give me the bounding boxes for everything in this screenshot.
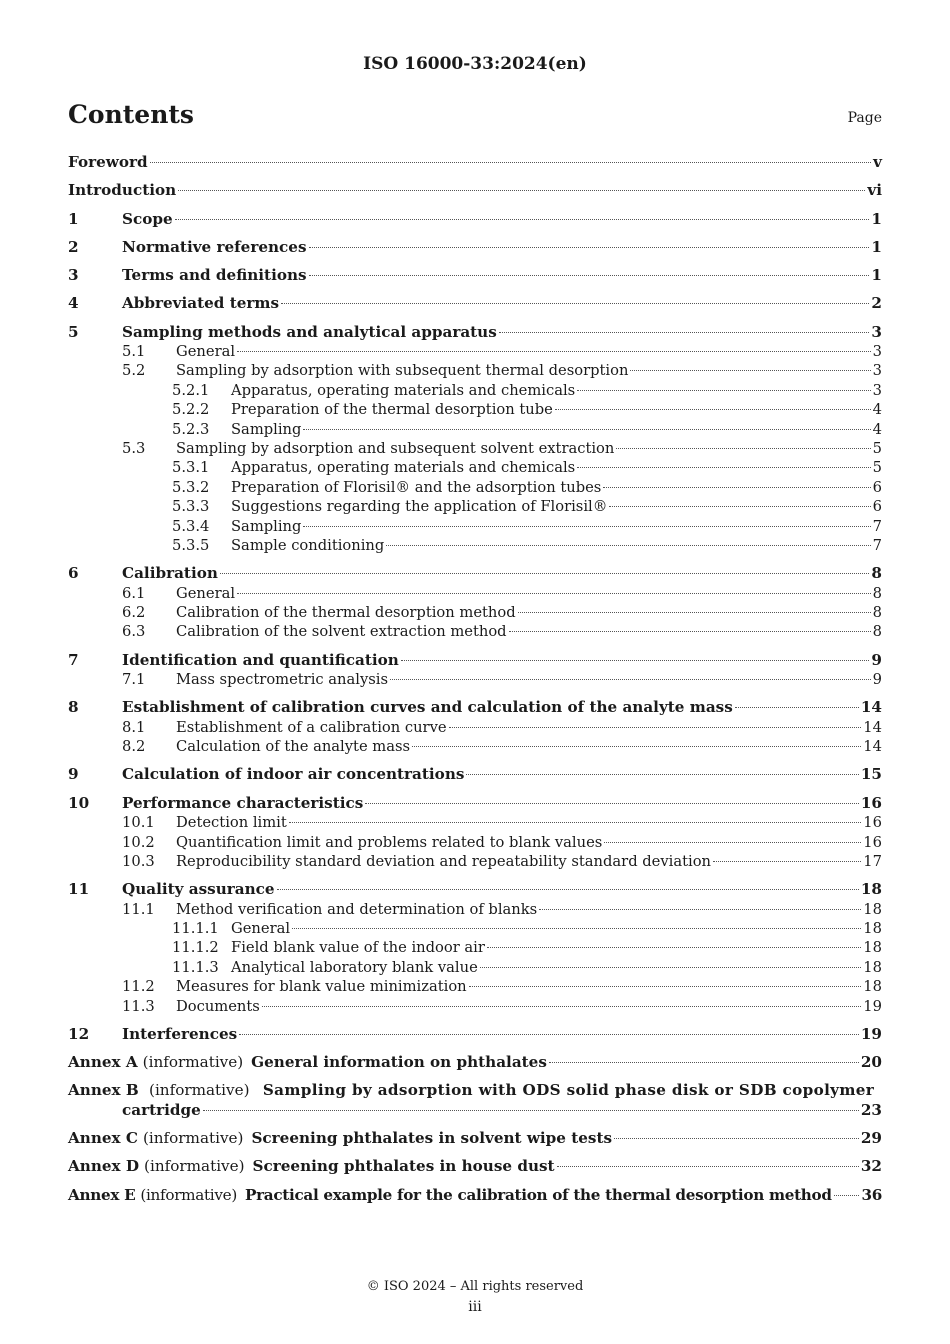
toc-entry-title: General [176,584,236,602]
toc-entry-page: 3 [871,322,882,341]
toc-entry-number: 10.3 [122,852,155,870]
toc-entry-number: 8 [68,698,79,717]
toc-entry-number: 8.1 [122,718,146,736]
dot-leader [539,909,861,910]
toc-entry-page: 8 [872,623,882,641]
toc-entry-page: 1 [871,209,882,228]
toc-entry-number: 9 [68,765,79,784]
dot-leader [277,889,859,890]
toc-entry-number: 5.3.5 [172,536,210,554]
toc-entry-section-10-2[interactable] [68,833,882,852]
annex-type: (informative) [144,1157,245,1176]
dot-leader [178,190,865,191]
toc-entry-title: Identification and quantification [122,650,399,669]
toc-entry-section-3[interactable] [68,266,882,285]
toc-entry-number: 5.2.1 [172,381,210,399]
dot-leader [303,429,870,430]
dot-leader [713,861,861,862]
toc-entry-section-8[interactable] [68,698,882,717]
dot-leader [203,1110,859,1111]
toc-entry-number: 11.2 [122,978,155,996]
toc-entry-section-11-1-1[interactable] [68,919,882,938]
annex-label: Annex C [68,1129,138,1148]
dot-leader [555,409,871,410]
toc-entry-number: 1 [68,209,79,228]
toc-entry-page: 23 [860,1100,882,1119]
toc-entry-section-11-1-2[interactable] [68,938,882,957]
toc-entry-page: 18 [863,939,882,957]
toc-entry-section-5-3-2[interactable] [68,478,882,497]
toc-entry-page: 1 [871,237,882,256]
dot-leader [630,370,870,371]
toc-entry-section-5-2[interactable] [68,361,882,380]
toc-entry-page: 14 [860,698,882,717]
toc-entry-number: 11.1.3 [172,958,219,976]
toc-entry-title: Interferences [122,1024,238,1043]
toc-entry-page: 4 [872,401,882,419]
toc-entry-number: 11.1.2 [172,939,219,957]
dot-leader [577,390,870,391]
toc-entry-title: Practical example for the calibration of the thermal desorption method [244,1185,832,1204]
toc-entry-section-11-1-3[interactable] [68,958,882,977]
page-footer [0,1276,950,1318]
toc-entry-page: v [873,153,882,171]
toc-entry-title: Quantification limit and problems related to blank values [176,833,603,851]
toc-entry-title: General information on phthalates [251,1053,547,1072]
toc-entry-page: 14 [863,718,882,736]
dot-leader [480,967,862,968]
annex-type: (informative) [149,1081,250,1100]
dot-leader [386,545,870,546]
toc-entry-section-5-1[interactable] [68,342,882,361]
toc-entry-section-12[interactable] [68,1025,882,1044]
toc-entry-title: Calibration of the solvent extraction method [176,623,507,641]
toc-entry-title: Preparation of Florisil® and the adsorption tubes [231,478,602,496]
toc-entry-title: Analytical laboratory blank value [231,958,478,976]
toc-entry-page: 2 [871,294,882,313]
toc-entry-section-6[interactable] [68,564,882,583]
document-id: ISO 16000-33:2024(en) [363,54,587,74]
toc-entry-number: 5.3.4 [172,517,210,535]
toc-entry-title: Documents [176,997,260,1015]
annex-type: (informative) [140,1185,237,1204]
toc-entry-number: 7 [68,650,79,669]
toc-entry-page: 3 [872,362,882,380]
page-number: iii [468,1299,482,1315]
dot-leader [365,803,859,804]
toc-entry-title: Calibration of the thermal desorption method [176,604,516,622]
dot-leader [303,526,870,527]
dot-leader [557,1166,859,1167]
toc-entry-title: Establishment of a calibration curve [176,718,447,736]
toc-entry-title: Apparatus, operating materials and chemicals [231,459,576,477]
toc-entry-title: Mass spectrometric analysis [176,671,389,689]
toc-entry-section-5-3-5[interactable] [68,536,882,555]
toc-entry-number: 2 [68,237,79,256]
toc-entry-page: 7 [872,517,882,535]
dot-leader [469,986,862,987]
toc-entry-title: Screening phthalates in house dust [252,1157,555,1176]
toc-entry-section-7-1[interactable] [68,670,882,689]
toc-entry-page: 8 [872,604,882,622]
toc-entry-annex-b[interactable] [68,1081,882,1120]
toc-entry-number: 10 [68,793,90,812]
toc-entry-section-11-2[interactable] [68,977,882,996]
toc-entry-title: Terms and definitions [122,266,307,285]
toc-entry-title: Sampling [231,420,302,438]
toc-entry-page: 3 [872,343,882,361]
toc-entry-page: 15 [860,765,882,784]
toc-entry-number: 5.3.2 [172,478,210,496]
dot-leader [237,593,871,594]
toc-entry-number: 5.1 [122,343,146,361]
toc-entry-title: Quality assurance [122,880,275,899]
toc-entry-number: 7.1 [122,671,146,689]
annex-type: (informative) [142,1053,244,1072]
toc-entry-section-11[interactable] [68,880,882,899]
toc-entry-section-10[interactable] [68,794,882,813]
toc-entry-number: 4 [68,294,79,313]
toc-entry-section-8-1[interactable] [68,718,882,737]
toc-entry-page: 8 [872,584,882,602]
toc-entry-title: Reproducibility standard deviation and repeatability standard deviation [176,852,712,870]
toc-entry-annex-e[interactable] [68,1186,882,1205]
dot-leader [616,448,870,449]
dot-leader [412,746,861,747]
toc-entry-page: 29 [860,1129,882,1148]
toc-entry-number: 6 [68,564,79,583]
toc-entry-number: 10.2 [122,833,155,851]
toc-entry-title: Performance characteristics [122,793,364,812]
toc-entry-title: General [231,919,291,937]
toc-entry-section-8-2[interactable] [68,737,882,756]
toc-entry-page: 14 [863,738,882,756]
dot-leader [401,660,870,661]
toc-entry-foreword[interactable] [68,153,882,172]
toc-entry-title: Suggestions regarding the application of Florisil® [231,498,608,516]
toc-entry-page: 19 [863,997,882,1015]
toc-entry-section-4[interactable] [68,294,882,313]
toc-entry-section-1[interactable] [68,210,882,229]
toc-entry-title: Foreword [68,153,148,171]
toc-entry-title-continued: cartridge [122,1100,201,1119]
toc-entry-annex-c[interactable] [68,1129,882,1148]
toc-entry-title: Introduction [68,181,177,200]
toc-entry-page: 18 [860,880,882,899]
toc-entry-page: 18 [863,978,882,996]
toc-entry-section-11-1[interactable] [68,900,882,919]
toc-entry-page: 16 [860,793,882,812]
toc-entry-title: Preparation of the thermal desorption tube [231,401,553,419]
page-column-label: Page [847,110,882,126]
toc-entry-number: 5.2 [122,362,146,380]
toc-entry-title: Field blank value of the indoor air [231,939,485,957]
dot-leader [239,1034,859,1035]
dot-leader [390,679,871,680]
annex-label: Annex D [68,1157,140,1176]
toc-entry-page: 16 [863,833,882,851]
toc-entry-number: 5.3.1 [172,459,210,477]
toc-entry-title: Detection limit [176,814,287,832]
dot-leader [518,612,871,613]
toc-entry-section-5-2-2[interactable] [68,400,882,419]
toc-entry-title: Screening phthalates in solvent wipe tests [251,1129,613,1148]
dot-leader [609,506,870,507]
toc-entry-section-6-3[interactable] [68,622,882,641]
toc-entry-section-5-2-3[interactable] [68,420,882,439]
toc-entry-page: 19 [860,1024,882,1043]
toc-entry-title: Calculation of the analyte mass [176,738,411,756]
dot-leader [309,247,870,248]
dot-leader [292,928,861,929]
toc-entry-title: Calculation of indoor air concentrations [122,765,465,784]
toc-entry-title: Measures for blank value minimization [176,978,467,996]
dot-leader [220,573,870,574]
dot-leader [604,842,861,843]
dot-leader [577,467,870,468]
dot-leader [237,351,871,352]
toc-entry-page: 18 [863,900,882,918]
annex-label: Annex A [68,1053,138,1072]
toc-entry-section-11-3[interactable] [68,997,882,1016]
copyright-notice: © ISO 2024 – All rights reserved [366,1279,584,1294]
toc-entry-number: 11.1 [122,900,155,918]
dot-leader [549,1062,859,1063]
toc-entry-number: 5.3.3 [172,498,210,516]
toc-entry-section-5-3-4[interactable] [68,517,882,536]
toc-entry-number: 6.2 [122,604,146,622]
toc-entry-annex-a[interactable] [68,1053,882,1072]
toc-entry-page: 5 [872,459,882,477]
toc-entry-page: 6 [872,478,882,496]
toc-entry-section-5[interactable] [68,323,882,342]
toc-entry-title: Apparatus, operating materials and chemicals [231,381,576,399]
toc-entry-page: 16 [863,814,882,832]
toc-entry-page: 18 [863,958,882,976]
toc-entry-number: 11 [68,880,90,899]
annex-label: Annex B [68,1081,139,1100]
toc-entry-page: 3 [872,381,882,399]
toc-entry-title: Method verification and determination of blanks [176,900,538,918]
annex-label: Annex E [68,1185,136,1204]
toc-entry-page: 17 [863,852,882,870]
annex-type: (informative) [142,1129,244,1148]
toc-entry-section-9[interactable] [68,765,882,784]
toc-entry-section-6-2[interactable] [68,603,882,622]
toc-entry-number: 10.1 [122,814,155,832]
dot-leader [262,1006,861,1007]
dot-leader [449,727,862,728]
toc-entry-number: 11.1.1 [172,919,219,937]
toc-entry-title: Sampling by adsorption with ODS solid phase disk or SDB copolymer [262,1081,875,1100]
toc-entry-page: 18 [863,919,882,937]
toc-entry-title: General [176,343,236,361]
dot-leader [309,275,870,276]
toc-entry-title: Sampling [231,517,302,535]
toc-entry-introduction[interactable] [68,181,882,200]
dot-leader [150,162,872,163]
toc-entry-number: 6.1 [122,584,146,602]
toc-entry-page: 6 [872,498,882,516]
dot-leader [281,303,869,304]
toc-entry-page: 7 [872,536,882,554]
toc-entry-title: Sampling by adsorption with subsequent thermal desorption [176,362,629,380]
toc-entry-section-2[interactable] [68,238,882,257]
page-title: Contents [68,100,195,129]
dot-leader [509,631,871,632]
toc-entry-page: vi [867,181,882,200]
dot-leader [834,1195,860,1196]
toc-entry-page: 32 [860,1157,882,1176]
toc-entry-title: Calibration [122,564,218,583]
toc-entry-section-5-3-3[interactable] [68,497,882,516]
dot-leader [603,487,870,488]
dot-leader [289,822,862,823]
toc-entry-page: 9 [871,650,882,669]
dot-leader [735,707,859,708]
toc-entry-title: Abbreviated terms [122,294,280,313]
toc-entry-page: 8 [871,564,882,583]
toc-entry-section-10-1[interactable] [68,813,882,832]
toc-entry-number: 5.3 [122,440,146,458]
toc-entry-number: 11.3 [122,997,155,1015]
toc-entry-page: 20 [860,1053,882,1072]
table-of-contents [68,153,882,1205]
toc-entry-page: 1 [871,266,882,285]
toc-entry-section-10-3[interactable] [68,852,882,871]
toc-entry-number: 5.2.3 [172,420,210,438]
dot-leader [614,1138,859,1139]
toc-entry-page: 4 [872,420,882,438]
toc-entry-annex-d[interactable] [68,1157,882,1176]
toc-entry-section-5-3-1[interactable] [68,458,882,477]
toc-entry-title: Sampling methods and analytical apparatus [122,322,497,341]
toc-entry-title: Establishment of calibration curves and calculation of the analyte mass [122,698,733,717]
toc-entry-title: Normative references [122,237,307,256]
toc-entry-number: 5 [68,322,79,341]
toc-entry-section-7[interactable] [68,651,882,670]
toc-entry-section-5-2-1[interactable] [68,381,882,400]
toc-entry-number: 6.3 [122,623,146,641]
dot-leader [466,774,858,775]
toc-entry-page: 5 [872,440,882,458]
toc-entry-title: Scope [122,209,173,228]
toc-entry-number: 12 [68,1024,90,1043]
toc-entry-number: 5.2.2 [172,401,210,419]
toc-entry-section-6-1[interactable] [68,584,882,603]
toc-entry-page: 36 [861,1185,882,1204]
dot-leader [499,332,870,333]
toc-entry-number: 8.2 [122,738,146,756]
toc-entry-number: 3 [68,266,79,285]
dot-leader [487,947,861,948]
toc-entry-section-5-3[interactable] [68,439,882,458]
toc-entry-title: Sampling by adsorption and subsequent solvent extraction [176,440,615,458]
toc-entry-title: Sample conditioning [231,536,385,554]
dot-leader [175,219,870,220]
toc-entry-page: 9 [872,671,882,689]
